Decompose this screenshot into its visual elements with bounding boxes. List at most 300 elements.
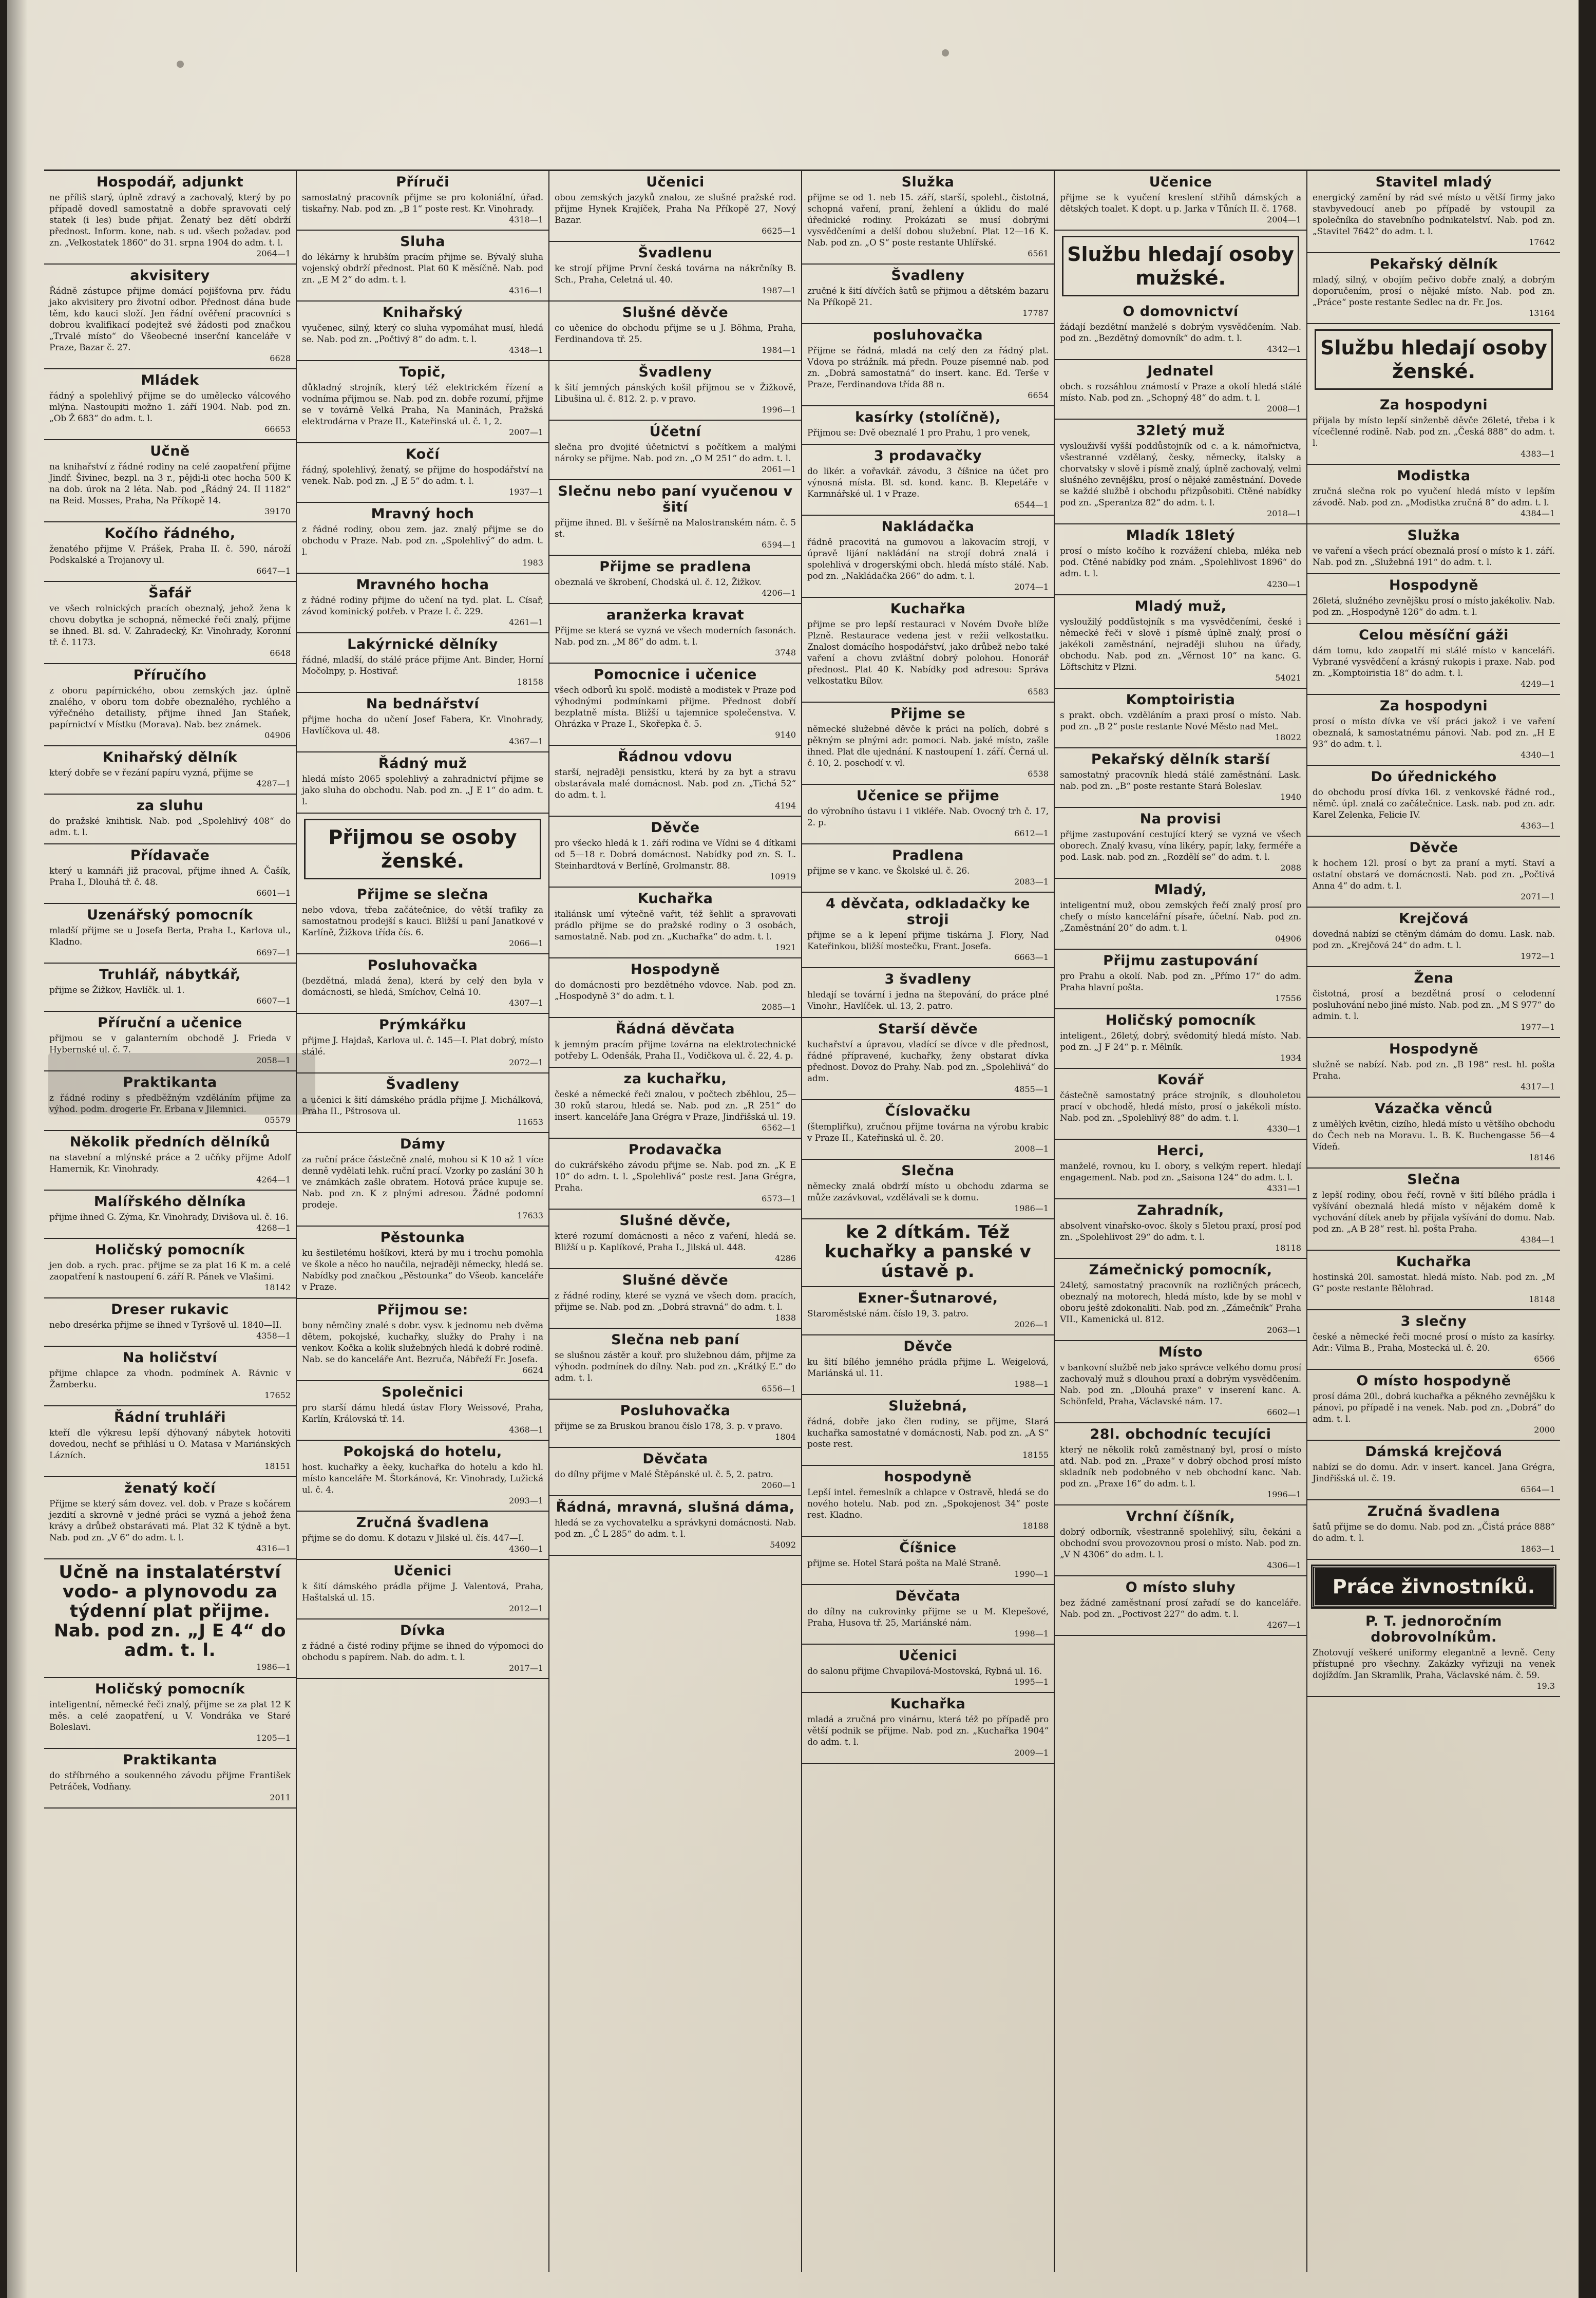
ad-body: z umělých květin, cizího, hledá místo u většího obchodu do Čech neb na Moravu. L. B. K. Buchengasse 56—4 Vídeň. <box>1313 1119 1555 1152</box>
classified-ad <box>1313 840 1555 901</box>
classified-ad <box>807 971 1049 1012</box>
classified-ad <box>1060 1344 1301 1417</box>
classified-ad <box>1313 627 1555 689</box>
classified-ad <box>49 1194 291 1233</box>
ad-heading: Truhlář, nábytkář, <box>99 967 241 983</box>
ad-heading: Knihařský dělník <box>102 749 238 765</box>
ad-divider <box>1055 1504 1306 1505</box>
ad-heading: Lakýrnické dělníky <box>347 636 498 652</box>
ad-divider <box>802 702 1054 703</box>
ad-reference-number: 1940 <box>1280 792 1301 802</box>
classified-ad <box>807 409 1049 439</box>
classified-ad <box>1313 174 1555 247</box>
classified-ad <box>1060 304 1301 354</box>
classified-ad <box>302 364 543 437</box>
classified-ad <box>555 483 796 550</box>
ad-reference-number: 4855—1 <box>1014 1084 1049 1094</box>
ad-body: Přijme se která se vyzná ve všech moderních fasonách. Nab. pod zn. „M 86“ do adm. t. l. <box>555 626 796 647</box>
ad-heading: Hospodyně <box>630 962 720 977</box>
ad-body: ve vaření a všech prácí obeznalá prosí o místo k 1. září. Nab. pod zn. „Služebná 191“ do adm. t. l. <box>1313 546 1555 568</box>
ad-divider <box>1055 949 1306 950</box>
ad-reference-number: 9140 <box>775 730 796 740</box>
classified-ad <box>302 1136 543 1220</box>
ad-heading: hospodyně <box>884 1469 972 1485</box>
ad-divider <box>297 502 548 503</box>
classified-ad <box>1060 1012 1301 1063</box>
ad-reference-number: 6544—1 <box>1014 500 1049 510</box>
ad-body: mladá a zručná pro vinárnu, která též po případě pro větší podnik se přijme. Nab. pod zn. „Kuchařka 1904“ do adm. t. l. <box>807 1715 1049 1747</box>
ad-body: řádně pracovitá na gumovou a lakovacím strojí, v úpravě lijání nakládání na strojí dobrá znalá i spolehlivá v drogerskými obch. hledá místo stálé. Nab. pod zn. „Nakládačka 266“ do adm. t. l. <box>807 537 1049 581</box>
ad-reference-number: 2063—1 <box>1267 1325 1301 1335</box>
ad-divider <box>549 887 801 888</box>
ad-body: ke strojí přijme První česká továrna na nákrčníky B. Sch., Praha, Celetná ul. 40. <box>555 263 796 285</box>
ad-reference-number: 4331—1 <box>1267 1183 1301 1193</box>
ad-body: slečna pro dvojité účetnictví s počítkem a malými nároky se přijme. Nab. pod zn. „O M 251“ do adm. t. l. <box>555 442 796 464</box>
ad-reference-number: 4264—1 <box>256 1175 291 1184</box>
ad-reference-number: 18155 <box>1022 1450 1049 1460</box>
ad-divider <box>802 1465 1054 1466</box>
ad-reference-number: 4340—1 <box>1521 750 1555 760</box>
ad-heading: Na holičství <box>122 1350 218 1366</box>
ad-reference-number: 2072—1 <box>509 1058 543 1067</box>
ad-divider <box>549 603 801 604</box>
ad-divider <box>297 1440 548 1441</box>
ad-body: obou zemských jazyků znalou, ze slušné pražské rod. přijme Hynek Krajíček, Praha Na Příkopě 27, Nový Bazar. <box>555 193 796 225</box>
ad-divider <box>802 1159 1054 1160</box>
ad-reference-number: 39170 <box>264 506 291 516</box>
classified-ad <box>1313 911 1555 961</box>
ad-reference-number: 6607—1 <box>256 996 291 1006</box>
ad-heading: Slečna <box>901 1163 955 1179</box>
section-banner: Práce živnostníků. <box>1313 1566 1555 1607</box>
paper-hole <box>942 49 949 56</box>
ad-divider <box>1055 747 1306 748</box>
ad-reference-number: 2066—1 <box>509 938 543 948</box>
ad-heading: Učně na instalatérství vodo- a plynovodu za týdenní plat přijme. Nab. pod zn. „J E 4“ do adm. t. l. <box>53 1562 287 1661</box>
ad-divider <box>1055 230 1306 231</box>
ad-body: ne příliš starý, úplně zdravý a zachovalý, který by po případě dovedl samostatně a dobře spravovati celý statek (i les) bude přijat. Ženatý bez dětí obdrží přednost. Inform. kone, nab. s ud. všech požadav. pod zn. „Velkostatek 1860“ do 31. srpna 1904 do adm. t. l. <box>49 193 291 248</box>
ad-heading: Švadleny <box>638 364 712 380</box>
ad-body: přijme se Žižkov, Havlíčk. ul. 1. <box>49 985 185 995</box>
ad-heading: Slečnu nebo paní vyučenou v šití <box>558 483 793 515</box>
ad-body: z řádné a čisté rodiny přijme se ihned do výpomoci do obchodu s papírem. Nab. do adm. t. l. <box>302 1641 543 1663</box>
ad-reference-number: 4206—1 <box>762 588 796 598</box>
ad-heading: Přídavače <box>130 847 210 863</box>
ad-body: na stavební a mlýnské práce a 2 učňky přijme Adolf Hamernik, Kr. Vinohrady. <box>49 1153 291 1174</box>
ad-divider <box>1307 1037 1560 1038</box>
classified-ad <box>807 896 1049 962</box>
classified-ad <box>807 448 1049 510</box>
ad-heading: Mravného hocha <box>356 577 489 593</box>
ad-heading: Slušné děvče <box>622 1272 729 1288</box>
classified-ad <box>302 1230 543 1293</box>
classified-ad <box>49 1752 291 1802</box>
ad-divider <box>44 1405 296 1406</box>
classified-ad <box>1313 528 1555 568</box>
classified-ad <box>1060 1072 1301 1134</box>
ad-reference-number: 18022 <box>1275 732 1301 742</box>
classified-ad <box>49 847 291 898</box>
ad-divider <box>549 479 801 480</box>
ad-divider <box>44 1011 296 1012</box>
ad-heading: Služka <box>901 174 955 190</box>
ad-body: se slušnou zástěr a kouř. pro služebnou dám, přijme za výhodn. podmínek do dílny. Nab. pod zn. „Krátký E.“ do adm. t. l. <box>555 1350 796 1383</box>
ad-reference-number: 4360—1 <box>509 1544 543 1554</box>
ad-reference-number: 4261—1 <box>509 617 543 627</box>
ad-body: z řádné rodiny s předběžným vzděláním přijme za výhod. podm. drogerie Fr. Erbana v Jilemnici. <box>49 1093 291 1115</box>
ad-divider <box>1307 464 1560 465</box>
ad-body: hledá místo 2065 spolehlivý a zahradnictví přijme se jako sluha do obchodu. Nab. pod zn. „J E 1“ do adm. t. l. <box>302 774 543 807</box>
classified-ad <box>807 1540 1049 1579</box>
ad-heading: Přijme se slečna <box>356 887 489 902</box>
classified-ad <box>807 1696 1049 1758</box>
ad-body: prosí o místo kočího k rozvážení chleba, mléka neb pod. Ctěné nabídky pod znám. „Spolehlivost 1896“ do adm. t. l. <box>1060 546 1301 579</box>
ad-heading: Zručná švadlena <box>356 1515 489 1531</box>
classified-ad <box>302 887 543 948</box>
ad-divider <box>1055 419 1306 420</box>
ad-divider <box>1307 694 1560 695</box>
ad-body: řádné, mladší, do stálé práce přijme Ant. Binder, Horní Močolnpy, p. Hostivař. <box>302 655 543 676</box>
ad-body: ženatého přijme V. Prášek, Praha II. č. 590, nároží Podskalské a Trojanovy ul. <box>49 544 291 566</box>
ad-reference-number: 6602—1 <box>1267 1407 1301 1417</box>
ad-body: z řádné rodiny přijme do učení na tyd. plat. L. Císař, závod kominický potřeb. v Praze I. č. 229. <box>302 595 543 617</box>
ad-reference-number: 6625—1 <box>762 226 796 236</box>
ad-body: a učenici k šití dámského prádla přijme J. Michálková, Praha II., Pštrosova ul. <box>302 1095 543 1117</box>
ad-divider <box>1307 1696 1560 1697</box>
ad-divider <box>297 1678 548 1679</box>
ad-heading: Číšnice <box>899 1540 957 1556</box>
classified-ad <box>807 1163 1049 1213</box>
ad-heading: Služka <box>1407 528 1460 543</box>
classified-ad <box>807 1222 1049 1281</box>
ad-divider <box>802 843 1054 844</box>
ad-body: zručné k šití dívčích šatů se přijmou a dětském bazaru Na Příkopě 21. <box>807 286 1049 308</box>
classified-ad <box>302 1563 543 1613</box>
classified-ad <box>1313 1172 1555 1245</box>
ad-divider <box>802 597 1054 598</box>
ad-reference-number: 04906 <box>1275 934 1301 944</box>
ad-reference-number: 2012—1 <box>509 1604 543 1613</box>
ad-reference-number: 2017—1 <box>509 1663 543 1673</box>
ad-reference-number: 2018—1 <box>1267 508 1301 518</box>
ad-divider <box>802 1584 1054 1585</box>
ad-heading: Učně <box>150 443 190 459</box>
classified-ad <box>1060 1509 1301 1570</box>
ad-divider <box>44 663 296 664</box>
ad-reference-number: 1998—1 <box>1014 1629 1049 1638</box>
ad-reference-number: 2060—1 <box>762 1480 796 1490</box>
ad-reference-number: 2009—1 <box>1014 1748 1049 1758</box>
ad-divider <box>549 1555 801 1556</box>
classified-ad <box>807 847 1049 887</box>
ad-reference-number: 19.3 <box>1536 1681 1555 1691</box>
ad-body: který u kamnáři již pracoval, přijme ihned A. Čašík, Praha I., Dlouhá tř. č. 48. <box>49 866 291 888</box>
classified-columns <box>44 169 1560 2272</box>
ad-divider <box>297 953 548 954</box>
ad-reference-number: 1921 <box>775 943 796 952</box>
ad-divider <box>549 1209 801 1210</box>
ad-divider <box>802 1334 1054 1335</box>
ad-heading: Krejčová <box>1398 911 1469 927</box>
ad-body: přijmou se v galanterním obchodě J. Frieda v Hybernské ul. č. 7. <box>49 1033 291 1055</box>
ad-divider <box>802 1286 1054 1287</box>
ad-heading: Vrchní číšník, <box>1126 1509 1236 1524</box>
ad-divider <box>44 794 296 795</box>
classified-ad <box>555 1213 796 1263</box>
ad-divider <box>297 1298 548 1299</box>
ad-body: absolvent vinařsko-ovoc. školy s 5letou praxí, prosí pod zn. „Spolehlivost 29“ do adm. t. l. <box>1060 1221 1301 1242</box>
ad-divider <box>1307 252 1560 253</box>
ad-body: k jemným pracím přijme továrna na elektrotechnické potřeby L. Odenšák, Praha II., Vodičkova ul. č. 22, 4. p. <box>555 1040 796 1061</box>
ad-heading: Kuchařka <box>890 601 966 617</box>
ad-body: Přijmou se: Dvě obeznalé 1 pro Prahu, 1 pro venek, <box>807 428 1031 438</box>
ad-divider <box>297 1618 548 1619</box>
ad-body: prosí dáma 20l., dobrá kuchařka a pěkného zevnějšku k pánovi, po případě i na venek. Nab. pod zn. „Dobrá“ do adm. t. l. <box>1313 1391 1555 1424</box>
ad-heading: Prodavačka <box>628 1142 723 1158</box>
ad-body: v bankovní službě neb jako správce velkého domu prosí zachovalý muž s dlouhou praxí a dobrým vysvědčením. Nab. pod zn. „Dlouhá praxe“ v inserení kanc. A. Schönfeld, Praha, Václavské nám. 17. <box>1060 1363 1301 1407</box>
ad-reference-number: 17633 <box>517 1211 543 1220</box>
classified-ad <box>302 1077 543 1127</box>
ad-reference-number: 6583 <box>1028 687 1049 696</box>
ad-reference-number: 66653 <box>264 424 291 434</box>
ad-body: přijme ihned. Bl. v šešírně na Malostranském nám. č. 5 st. <box>555 518 796 539</box>
ad-body: pro všecko hledá k 1. září rodina ve Vídni se 4 dítkami od 5—18 r. Dobrá domácnost. Nabídky pod zn. S. L. Steinhardtová v Berlíně, Grolmanstr. 88. <box>555 838 796 871</box>
ad-reference-number: 2011 <box>270 1793 291 1802</box>
ad-reference-number: 2000 <box>1534 1425 1555 1435</box>
column-6 <box>1307 171 1560 2272</box>
classified-ad <box>807 1339 1049 1389</box>
ad-divider <box>297 1013 548 1014</box>
ad-body: částečně samostatný práce strojník, s dlouholetou prací v obchodě, hledá místo, prosí o jakékoli místo. Nab. pod zn. „Spolehlivý 88“ do adm. t. l. <box>1060 1090 1301 1123</box>
ad-reference-number: 4318—1 <box>509 215 543 224</box>
column-5 <box>1055 171 1307 2272</box>
ad-divider <box>297 1511 548 1512</box>
ad-divider <box>1307 323 1560 324</box>
ad-heading: Holičský pomocník <box>94 1242 245 1258</box>
ad-reference-number: 2004—1 <box>1267 215 1301 224</box>
ad-divider <box>549 1067 801 1068</box>
classified-ad <box>49 268 291 363</box>
ad-heading: Pokojská do hotelu, <box>343 1444 502 1460</box>
classified-ad <box>555 1332 796 1393</box>
ad-divider <box>1307 1309 1560 1310</box>
ad-reference-number: 1934 <box>1280 1053 1301 1063</box>
classified-ad <box>1313 1041 1555 1091</box>
ad-divider <box>802 784 1054 785</box>
ad-reference-number: 6663—1 <box>1014 952 1049 962</box>
ad-body: Řádně zástupce přijme domácí pojišťovna prv. řádu jako akvisitery pro životní odbor. Přednost dána bude těm, kdo kauci složí. Jen řádní ověření pracovníci s dobrou kvalifikací podejtež své žádosti pod značkou „Trvalé místo“ do Všeobecné inserční kanceláře v Praze, Bazar č. 27. <box>49 286 291 353</box>
classified-ad <box>1313 256 1555 318</box>
ad-heading: akvisitery <box>130 268 210 284</box>
classified-ad <box>49 585 291 658</box>
ad-heading: Vázačka věnců <box>1374 1101 1493 1117</box>
ad-body: do stříbrného a soukenného závodu přijme František Petráček, Vodňany. <box>49 1770 291 1792</box>
ad-reference-number: 1983 <box>522 558 543 568</box>
ad-body: dobrý odborník, všestranně spolehlivý, sílu, čekáni a obchodní svou provozovnou prosí o místo. Nab. pod zn. „V N 4306“ do adm. t. l. <box>1060 1527 1301 1560</box>
ad-body: do domácnosti pro bezdětného vdovce. Nab. pod zn. „Hospodyně 3“ do adm. t. l. <box>555 980 796 1002</box>
ad-body: čistotná, prosí a bezdětná prosí o celodenní posluhování nebo jiné místo. Nab. pod zn. „M S 977“ do admin. t. l. <box>1313 989 1555 1022</box>
classified-ad <box>1060 1426 1301 1499</box>
ad-reference-number: 4287—1 <box>256 779 291 788</box>
classified-ad <box>49 1562 291 1672</box>
classified-ad <box>1060 528 1301 589</box>
ad-body: prosí o místo dívka ve vší práci jakož i ve vaření obeznalá, k samostatnému pánovi. Nab. pod zn. „H E 93“ do adm. t. l. <box>1313 717 1555 749</box>
ad-heading: Řádný muž <box>378 756 467 771</box>
ad-reference-number: 4358—1 <box>256 1331 291 1341</box>
ad-body: nabízí se do domu. Adr. v insert. kancel. Jana Grégra, Jindřišská ul. č. 19. <box>1313 1462 1555 1484</box>
ad-body: inteligent., 26letý, dobrý, svědomitý hledá místo. Nab. pod zn. „J F 24“ p. r. Mělník. <box>1060 1031 1301 1052</box>
newspaper-page <box>7 0 1579 2298</box>
classified-ad <box>807 1588 1049 1638</box>
ad-body: německé služebné děvče k práci na polích, dobré s pěkným se plnými adr. pomoci. Nab. jaké místo, zašle ihned. Plat dle ujednání. K nastoupení 1. září. Černá ul. č. 10, 2. poschodí v. vl. <box>807 724 1049 768</box>
ad-divider <box>1307 523 1560 524</box>
ad-divider <box>297 442 548 443</box>
ad-divider <box>44 581 296 582</box>
ad-body: hostinská 20l. samostat. hledá místo. Nab. pod zn. „M G“ poste restante Bělohrad. <box>1313 1272 1555 1294</box>
ad-divider <box>1055 1008 1306 1009</box>
ad-heading: Slečna neb paní <box>611 1332 739 1348</box>
ad-body: hledá se za vychovatelku a správkyni domácnosti. Nab. pod zn. „Č L 285“ do adm. t. l. <box>555 1518 796 1539</box>
classified-ad <box>1313 698 1555 760</box>
ad-heading: O místo hospodyně <box>1356 1373 1511 1389</box>
ad-body: přijme se. Hotel Stará pošta na Malé Straně. <box>807 1558 1001 1569</box>
ad-heading: posluhovačka <box>872 327 983 343</box>
classified-ad <box>302 1384 543 1435</box>
ad-heading: Místo <box>1158 1344 1203 1360</box>
ad-reference-number: 4268—1 <box>256 1223 291 1233</box>
ad-reference-number: 6564—1 <box>1521 1484 1555 1494</box>
classified-ad <box>555 1021 796 1062</box>
ad-heading: Knihařský <box>382 305 463 321</box>
ad-divider <box>297 1226 548 1227</box>
ad-reference-number: 18146 <box>1529 1153 1555 1162</box>
ad-heading: Praktikanta <box>123 1752 217 1768</box>
ad-heading: Exner-Šutnarové, <box>858 1290 998 1306</box>
ad-heading: Učenice <box>1149 174 1212 190</box>
column-2 <box>297 171 549 2272</box>
classified-ad <box>1060 811 1301 873</box>
ad-heading: Švadlenu <box>638 245 713 261</box>
ad-body: dám tomu, kdo zaopatří mi stálé místo v kanceláři. Vybrané vysvědčení a krásný rukopis i praxe. Nab. pod zn. „Komptoiristia 18“ do adm. t. l. <box>1313 646 1555 679</box>
ad-divider <box>1055 688 1306 689</box>
ad-reference-number: 6562—1 <box>762 1123 796 1133</box>
ad-body: nebo vdova, třeba začátečnice, do větší trafiky za samostatnou prodejší s kauci. Bližší u paní Janatkové v Karlíně, Žižkova třída čís. 6. <box>302 905 543 938</box>
ad-heading: 3 slečny <box>1400 1313 1467 1329</box>
classified-ad <box>49 1480 291 1553</box>
column-3 <box>549 171 802 2272</box>
ad-body: co učenice do obchodu přijme se u J. Böhma, Praha, Ferdinandova tř. 25. <box>555 323 796 345</box>
ad-divider <box>44 368 296 369</box>
ad-body: hledají se tovární i jedna na štepování, do práce plné Vinohr., Havlíček. ul. 13, 2. patro. <box>807 990 1049 1011</box>
ad-heading: ženatý kočí <box>124 1480 216 1496</box>
ad-heading: Šafář <box>148 585 192 601</box>
ad-body: (bezdětná, mladá žena), která by celý den byla v domácnosti, se hledá, Smíchov, Celná 10. <box>302 976 543 997</box>
classified-ad <box>1060 882 1301 944</box>
ad-body: přijme se pro lepší restauraci v Novém Dvoře blíže Plzně. Restaurace vedena jest v režii velkostatku. Znalost domácího hospodářství, jako drůbež nebo také vaření a chovu zvláštní dobrý polohou. Honorář přednost. Plat 40 K. Nabídky pod adresou: Správa velkostatku Bílov. <box>807 619 1049 686</box>
ad-heading: Malířského dělníka <box>93 1194 246 1210</box>
classified-ad <box>555 364 796 415</box>
ad-heading: Kovář <box>1157 1072 1204 1088</box>
ad-reference-number: 4194 <box>775 801 796 811</box>
ad-reference-number: 1987—1 <box>762 286 796 295</box>
ad-reference-number: 1205—1 <box>256 1733 291 1743</box>
ad-body: vysloužilý poddůstojník s ma vysvědčeními, české i německé řeči v slově i písmě úplně znalý, prosí o jakékoli zaměstnání, nejraději sluhou na úřady, obchodu. Nab. pod zn. „Věrnost 10“ na kanc. G. Löftschitz v Plzni. <box>1060 617 1301 672</box>
ad-divider <box>297 632 548 633</box>
ad-body: dovedná nabízí se ctěným dámám do domu. Lask. nab. pod zn. „Krejčová 24“ do adm. t. l. <box>1313 929 1555 951</box>
ad-heading: Mládek <box>141 372 199 388</box>
ad-divider <box>802 892 1054 893</box>
ad-reference-number: 2088 <box>1280 863 1301 873</box>
classified-ad <box>1060 751 1301 802</box>
ad-divider <box>1055 807 1306 808</box>
ad-heading: Do úřednického <box>1371 769 1497 785</box>
ad-divider <box>802 444 1054 445</box>
ad-reference-number: 04906 <box>264 730 291 740</box>
ad-heading: Účetní <box>649 424 701 440</box>
ad-divider <box>549 360 801 361</box>
ad-reference-number: 17556 <box>1275 993 1301 1003</box>
classified-ad <box>1060 1143 1301 1193</box>
ad-divider <box>44 1476 296 1477</box>
ad-reference-number: 4348—1 <box>509 345 543 355</box>
classified-ad <box>555 245 796 295</box>
ad-reference-number: 6624 <box>522 1365 543 1375</box>
ad-body: ku šití bílého jemného prádla přijme L. Weigelová, Mariánská ul. 11. <box>807 1357 1049 1379</box>
classified-ad <box>49 525 291 576</box>
ad-reference-number: 2074—1 <box>1014 582 1049 592</box>
ad-reference-number: 2071—1 <box>1521 892 1555 901</box>
ad-divider <box>1307 1559 1560 1560</box>
ad-reference-number: 6654 <box>1028 390 1049 400</box>
ad-reference-number: 2008—1 <box>1267 404 1301 413</box>
ad-divider <box>1055 1575 1306 1576</box>
ad-body: Staroměstské nám. číslo 19, 3. patro. <box>807 1309 968 1319</box>
ad-divider <box>549 663 801 664</box>
ad-body: italiánsk umí výtečně vařit, též šehlit a spravovati prádlo přijme se do pražské rodiny o 3 osobách, samostatně. Nab. pod zn. „Kuchařka“ do adm. t. l. <box>555 909 796 942</box>
ad-reference-number: 2007—1 <box>509 427 543 437</box>
ad-heading: Pekařský dělník starší <box>1091 751 1270 767</box>
ad-reference-number: 1972—1 <box>1521 951 1555 961</box>
ad-divider <box>802 1536 1054 1537</box>
classified-ad <box>302 234 543 295</box>
ad-body: řádná, dobře jako člen rodiny, se přijme, Stará kuchařka samostatné v domácnosti, Nab. pod zn. „A S“ poste rest. <box>807 1417 1049 1449</box>
ad-divider <box>802 1017 1054 1018</box>
ad-heading: Stavitel mladý <box>1375 174 1492 190</box>
classified-ad <box>302 1623 543 1673</box>
ad-body: řádný a spolehlivý přijme se do umělecko válcového mlýna. Nastoupiti možno 1. září 1904. Nab. pod zn. „Ob Ž 683“ do adm. t. l. <box>49 391 291 424</box>
ad-reference-number: 4383—1 <box>1521 449 1555 459</box>
ad-divider <box>549 957 801 958</box>
ad-body: který dobře se v řezání papíru vyzná, přijme se <box>49 768 253 778</box>
ad-body: starší, nejraději pensistku, která by za byt a stravu obstarávala malé domácnost. Nab. pod zn. „Tichá 52“ do adm. t. l. <box>555 767 796 800</box>
ad-heading: Příruči <box>396 174 449 190</box>
ad-body: přijme hocha do učení Josef Fabera, Kr. Vinohrady, Havlíčkova ul. 48. <box>302 714 543 736</box>
ad-heading: Mladík 18letý <box>1126 528 1236 543</box>
ad-body: inteligentní muž, obou zemských řečí znalý prosí pro chefy o místo kancelářní písaře, účetní. Nab. pod zn. „Zaměstnání 20“ do adm. t. l. <box>1060 900 1301 933</box>
ad-divider <box>1307 1250 1560 1251</box>
ad-heading: Děvče <box>903 1339 953 1354</box>
ad-heading: Děvčata <box>895 1588 961 1604</box>
ad-heading: Žena <box>1414 970 1454 986</box>
ad-divider <box>44 263 296 265</box>
ad-heading: Děvčata <box>642 1451 708 1467</box>
classified-ad <box>1313 970 1555 1032</box>
ad-reference-number: 1937—1 <box>509 487 543 497</box>
classified-ad <box>1060 692 1301 742</box>
classified-ad <box>555 1499 796 1550</box>
ad-divider <box>1055 1422 1306 1423</box>
classified-ad <box>49 372 291 434</box>
